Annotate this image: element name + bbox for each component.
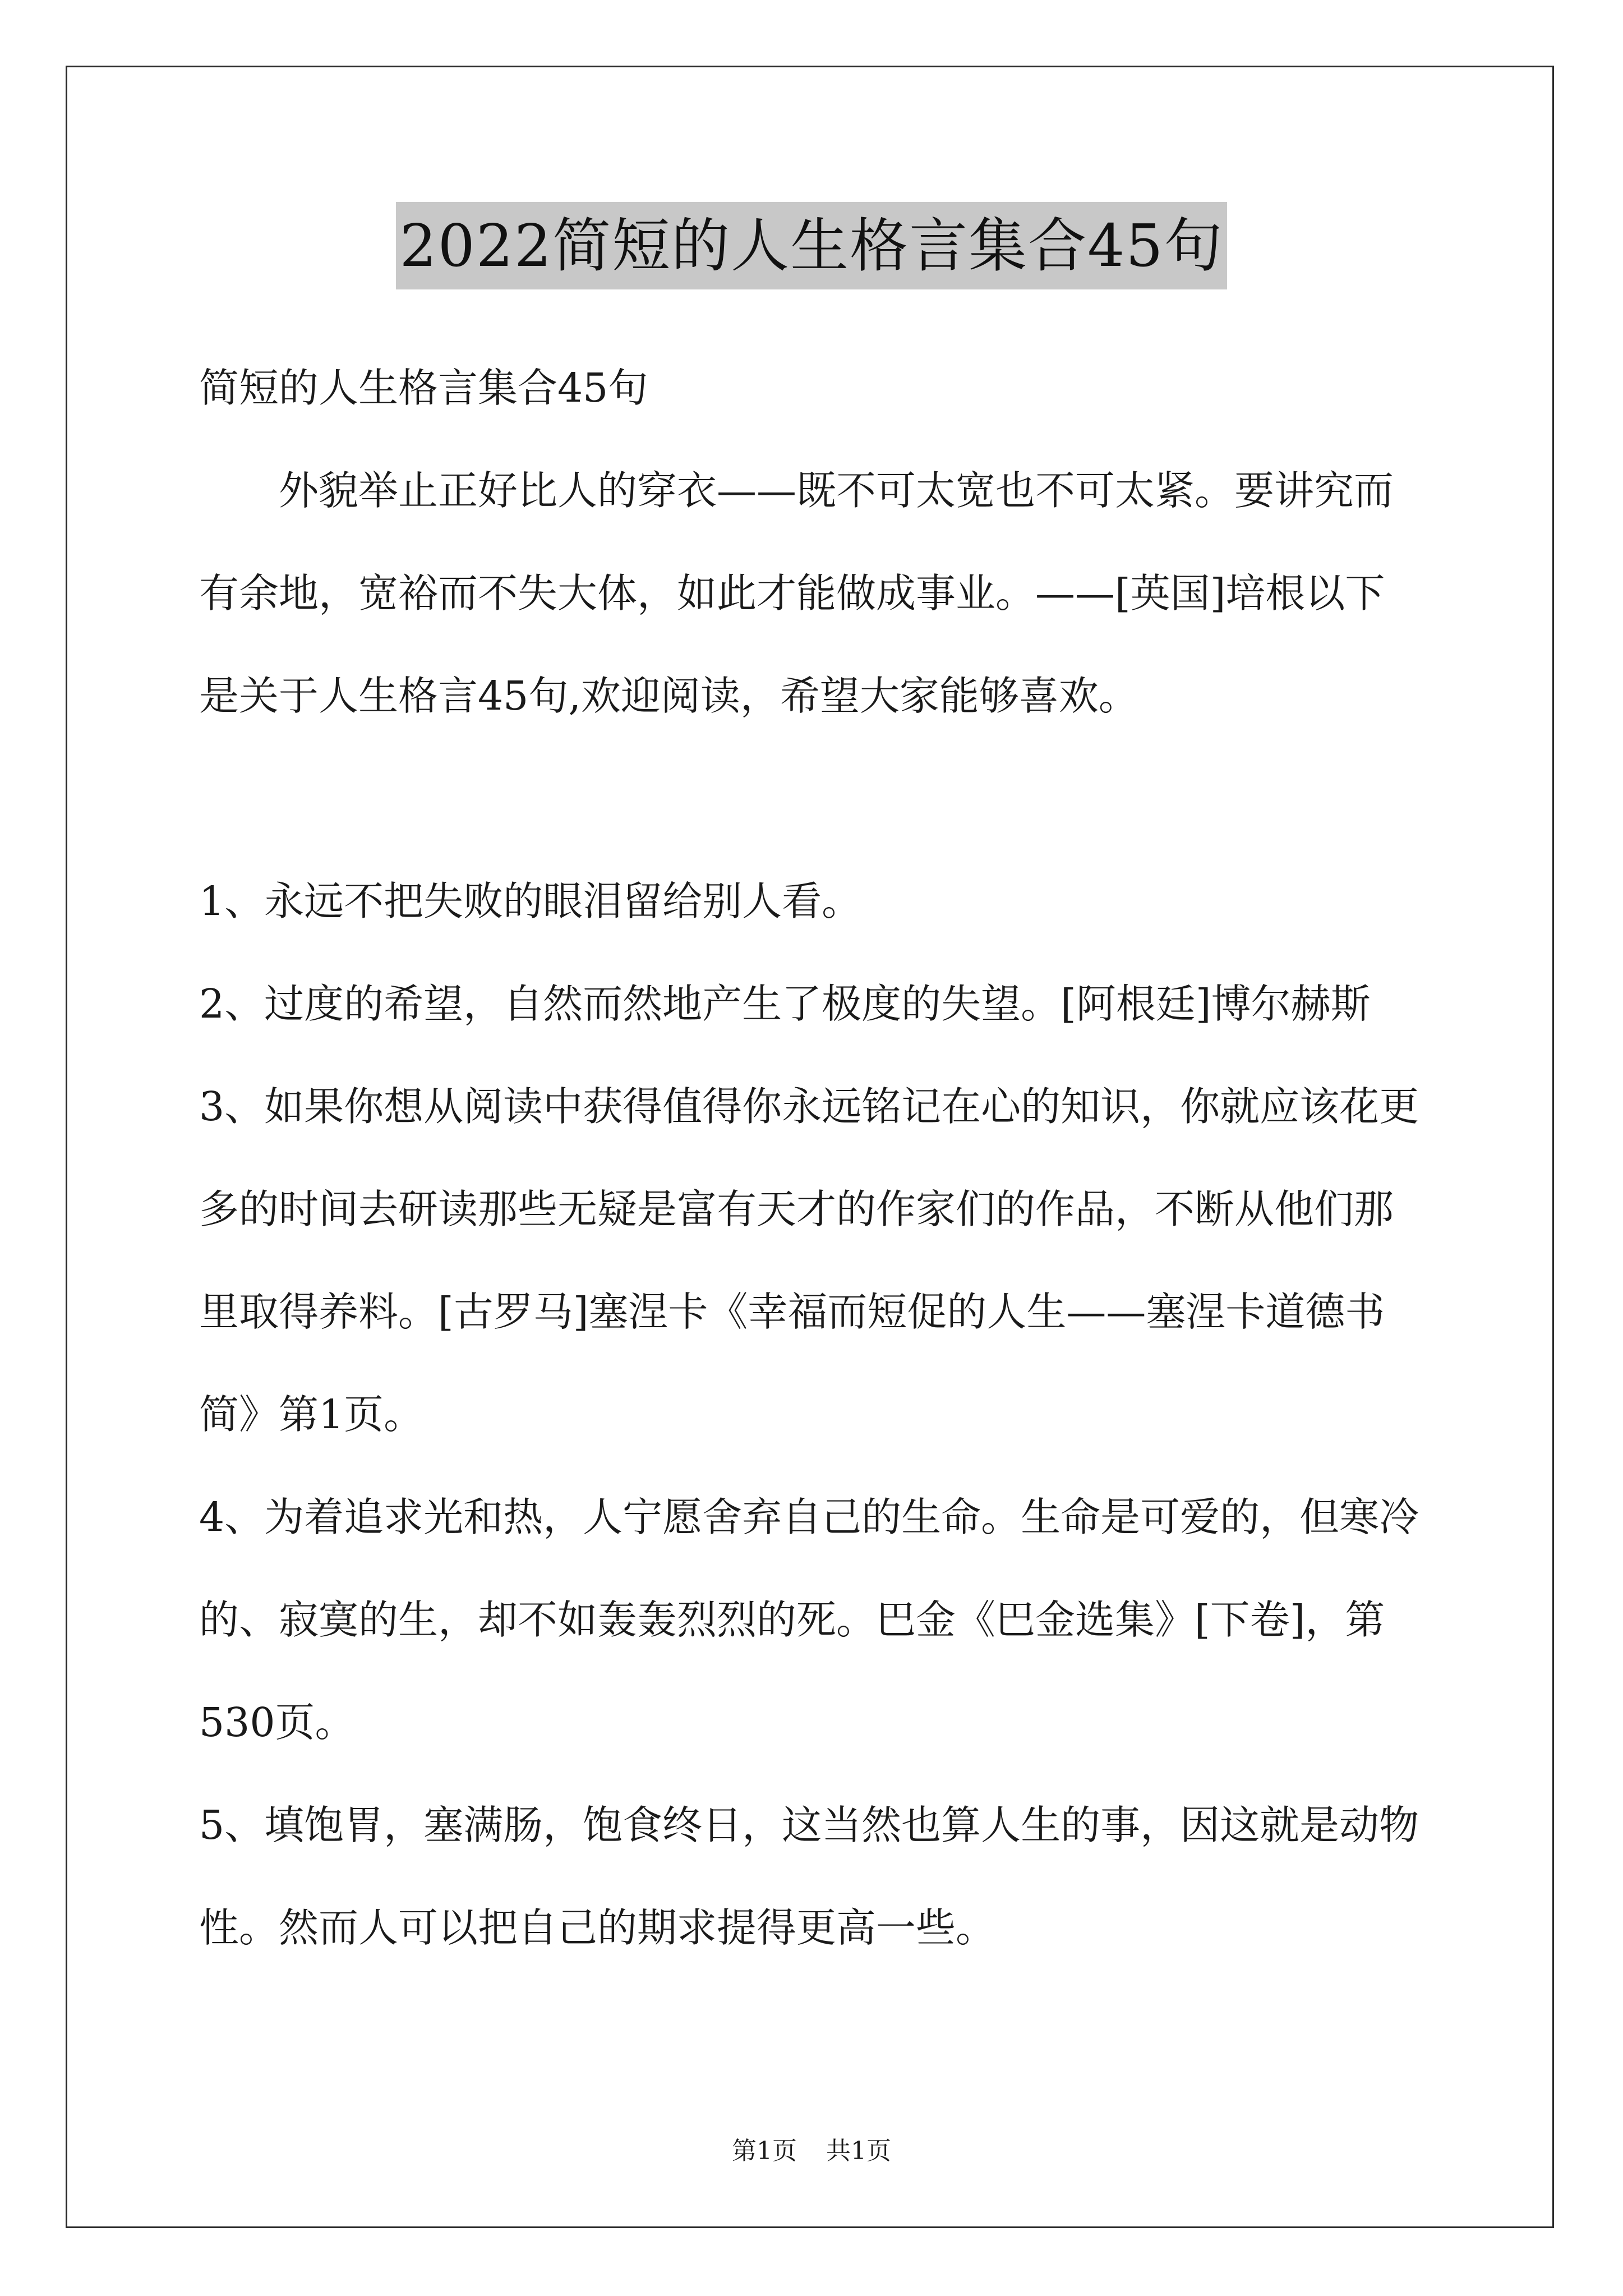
intro-line: 外貌举止正好比人的穿衣——既不可太宽也不可太紧。要讲究而 [279, 467, 1394, 514]
title-wrap [0, 202, 1623, 289]
quote-item-5-cont: 性。然而人可以把自己的期求提得更高一些。 [199, 1904, 996, 1951]
document-body [199, 337, 1433, 1979]
intro-line: 有余地，宽裕而不失大体，如此才能做成事业。——[英国]培根以下 [199, 570, 1385, 616]
document-subtitle: 简短的人生格言集合45句 [199, 365, 648, 411]
quote-item-3-cont: 多的时间去研读那些无疑是富有天才的作家们的作品，不断从他们那 [199, 1186, 1394, 1232]
quote-item-4-cont: 530页。 [199, 1699, 355, 1746]
quote-item-2: 2、过度的希望，自然而然地产生了极度的失望。[阿根廷]博尔赫斯 [199, 981, 1371, 1027]
quote-item-4: 4、为着追求光和热，人宁愿舍弃自己的生命。生命是可爱的，但寒冷 [199, 1494, 1419, 1540]
quote-item-3-cont: 里取得养料。[古罗马]塞涅卡《幸福而短促的人生——塞涅卡道德书 [199, 1289, 1385, 1335]
quote-item-5: 5、填饱胃，塞满肠，饱食终日，这当然也算人生的事，因这就是动物 [199, 1802, 1419, 1848]
intro-line: 是关于人生格言45句,欢迎阅读，希望大家能够喜欢。 [199, 673, 1138, 719]
page-footer [0, 2134, 1623, 2168]
spacer [199, 747, 1433, 850]
page-number-total: 共1页 [826, 2137, 891, 2165]
quote-item-3-cont: 简》第1页。 [199, 1391, 424, 1438]
page-number-current: 第1页 [732, 2137, 797, 2165]
quote-item-3: 3、如果你想从阅读中获得值得你永远铭记在心的知识，你就应该花更 [199, 1083, 1419, 1130]
quote-item-4-cont: 的、寂寞的生，却不如轰轰烈烈的死。巴金《巴金选集》[下卷]，第 [199, 1596, 1385, 1643]
quote-item-1: 1、永远不把失败的眼泪留给别人看。 [199, 878, 862, 924]
document-title: 2022简短的人生格言集合45句 [396, 202, 1227, 289]
